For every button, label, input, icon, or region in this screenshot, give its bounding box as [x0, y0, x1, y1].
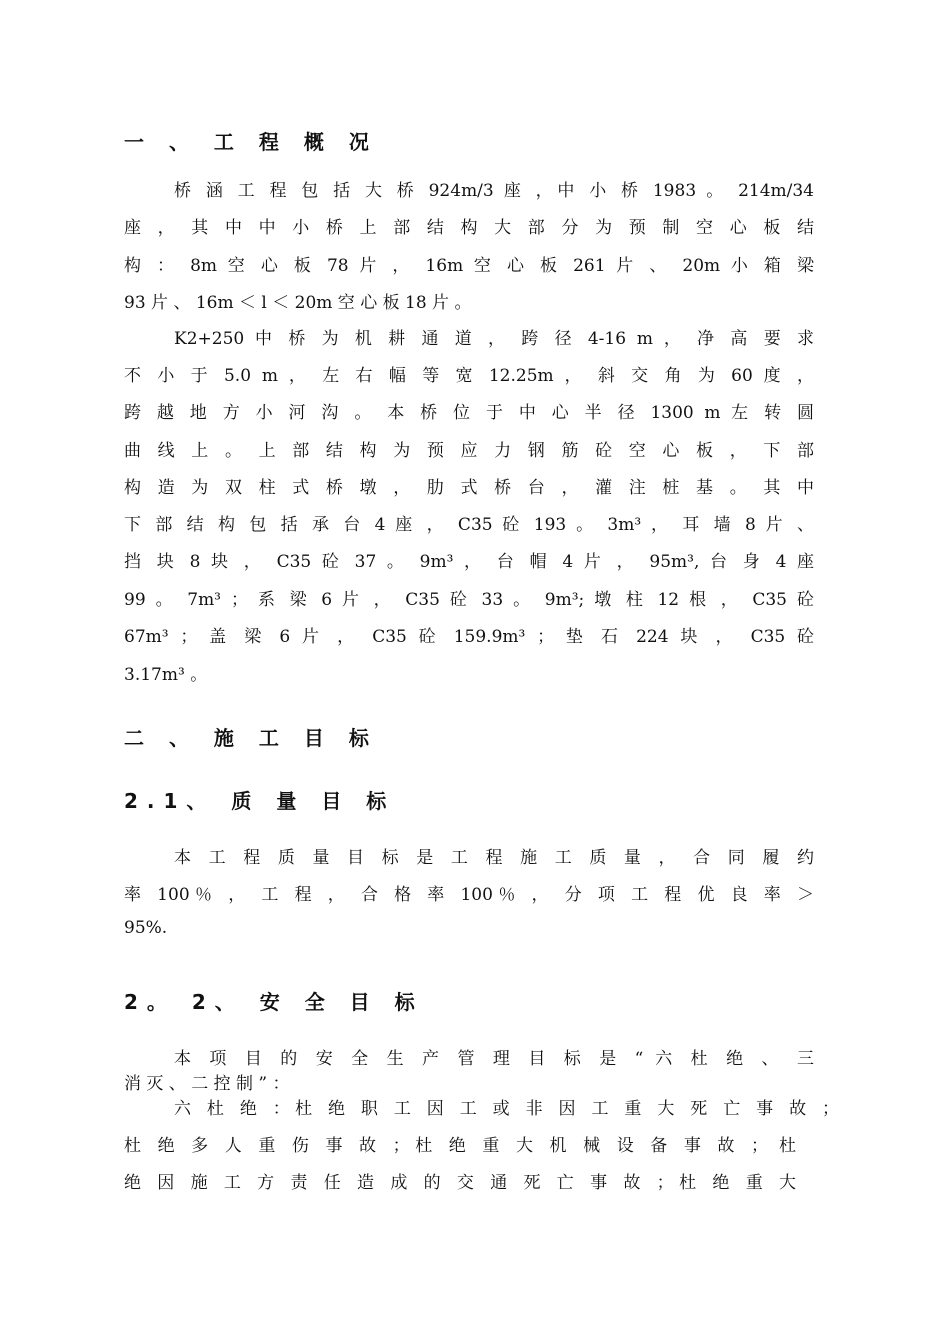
paragraph-line: 构 ： 8m 空 心 板 78 片 ， 16m 空 心 板 261 片 、 20m 小 箱 梁: [124, 256, 814, 276]
section-heading-goals: 二 、 施 工 目 标: [124, 726, 378, 750]
paragraph-line: 下 部 结 构 包 括 承 台 4 座 ， C35 砼 193 。 3m³ ， 耳 墙 8 片 、: [124, 515, 814, 535]
paragraph-line: 座 ， 其 中 中 小 桥 上 部 结 构 大 部 分 为 预 制 空 心 板 结: [124, 218, 814, 238]
paragraph-line: 3.17m³ 。: [124, 665, 208, 685]
paragraph-line: 构 造 为 双 柱 式 桥 墩 ， 肋 式 桥 台 ， 灌 注 桩 基 。 其 中: [124, 478, 814, 498]
paragraph-line: 99 。 7m³ ； 系 梁 6 片 ， C35 砼 33 。 9m³; 墩 柱 12 根 ， C35 砼: [124, 590, 814, 610]
paragraph-line: 95%.: [124, 918, 168, 938]
paragraph-line: 93 片 、 16m ＜ l ＜ 20m 空 心 板 18 片 。: [124, 293, 472, 313]
paragraph-line: 跨 越 地 方 小 河 沟 。 本 桥 位 于 中 心 半 径 1300 m 左 转 圆: [124, 403, 814, 423]
paragraph-line: 绝 因 施 工 方 责 任 造 成 的 交 通 死 亡 事 故 ；杜 绝 重 大: [124, 1173, 796, 1193]
paragraph-line: 本 工 程 质 量 目 标 是 工 程 施 工 质 量 ， 合 同 履 约: [174, 848, 814, 868]
paragraph-line: 消 灭 、 二 控 制 ” ：: [124, 1074, 290, 1094]
paragraph-line: 曲 线 上 。 上 部 结 构 为 预 应 力 钢 筋 砼 空 心 板 ， 下 部: [124, 441, 814, 461]
paragraph-line: 67m³ ； 盖 梁 6 片 ， C35 砼 159.9m³ ； 垫 石 224 块 ， C35 砼: [124, 627, 814, 647]
paragraph-line: 六 杜 绝 ：杜 绝 职 工 因 工 或 非 因 工 重 大 死 亡 事 故 ；: [174, 1099, 839, 1119]
paragraph-line: K2+250 中 桥 为 机 耕 通 道 ， 跨 径 4-16 m ， 净 高 要 求: [174, 329, 814, 349]
subsection-heading-safety: 2。 2、 安 全 目 标: [124, 990, 424, 1014]
paragraph-line: 不 小 于 5.0 m ， 左 右 幅 等 宽 12.25m ， 斜 交 角 为 60 度 ，: [124, 366, 814, 386]
paragraph-line: 率 100％ ， 工 程 ， 合 格 率 100％ ， 分 项 工 程 优 良 率 ＞: [124, 885, 814, 905]
paragraph-line: 挡 块 8 块 ， C35 砼 37 。 9m³ ， 台 帽 4 片 ， 95m³, 台 身 4 座: [124, 552, 814, 572]
paragraph-line: 本 项 目 的 安 全 生 产 管 理 目 标 是 “ 六 杜 绝 、 三: [174, 1049, 814, 1069]
paragraph-line: 桥 涵 工 程 包 括 大 桥 924m/3 座 ，中 小 桥 1983 。 214m/34: [174, 181, 814, 201]
subsection-heading-quality: 2.1、 质 量 目 标: [124, 789, 396, 813]
section-heading-overview: 一 、 工 程 概 况: [124, 130, 378, 154]
paragraph-line: 杜 绝 多 人 重 伤 事 故 ；杜 绝 重 大 机 械 设 备 事 故 ； 杜: [124, 1136, 796, 1156]
